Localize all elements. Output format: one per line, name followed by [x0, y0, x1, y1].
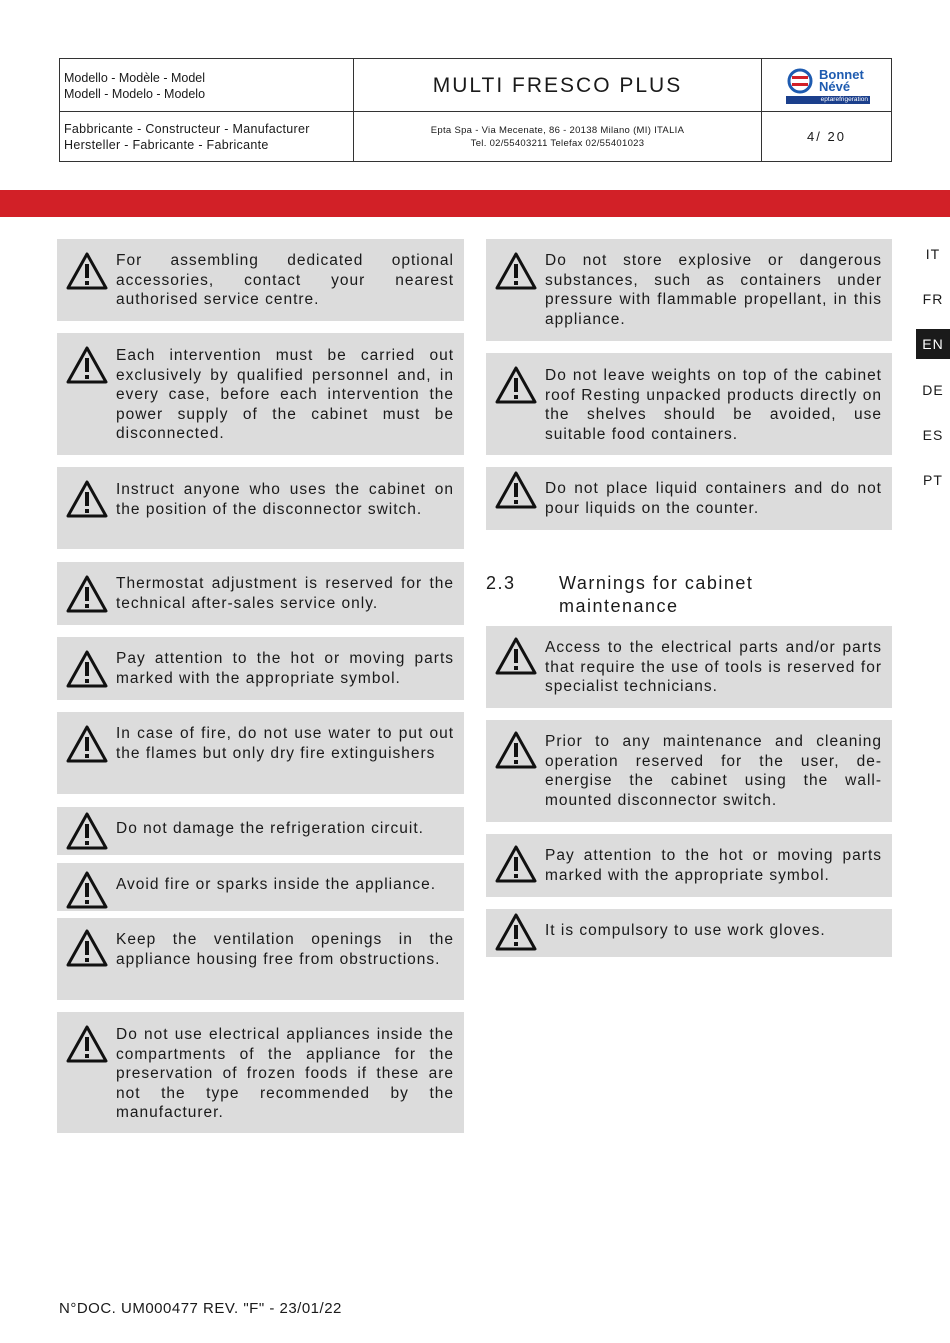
- warning-triangle-icon: [494, 470, 538, 510]
- warning-text: Do not use electrical appliances inside the compartments of the appliance for the preservation of frozen foods if these are not the type recommended by the manufacturer.: [116, 1026, 454, 1121]
- warning-triangle-icon: [494, 844, 538, 884]
- manufacturer-label-line-1: Fabbricante - Constructeur - Manufacturer: [64, 122, 310, 136]
- lang-tab-it[interactable]: IT: [925, 246, 941, 262]
- header-table: [59, 58, 892, 162]
- warning-triangle-icon: [65, 1024, 109, 1064]
- warning-triangle-icon: [65, 345, 109, 385]
- warning-triangle-icon: [65, 811, 109, 851]
- warning-text: Access to the electrical parts and/or parts that require the use of tools is reserved for specialist technicians.: [545, 639, 882, 695]
- warning-text: Each intervention must be carried out exclusively by qualified personnel and, in every case, before each intervention the power supply of the cabinet must be disconnected.: [116, 347, 454, 442]
- warning-box: [486, 720, 892, 822]
- warning-box: [486, 467, 892, 530]
- warning-box: [486, 626, 892, 708]
- warning-box: [57, 807, 464, 855]
- warning-triangle-icon: [65, 724, 109, 764]
- document-number: N°DOC. UM000477 REV. "F" - 23/01/22: [59, 1300, 342, 1317]
- manufacturer-address: [354, 112, 762, 161]
- address-line-2: Tel. 02/55403211 Telefax 02/55401023: [470, 138, 645, 149]
- manufacturer-label: [60, 112, 354, 161]
- warning-triangle-icon: [494, 365, 538, 405]
- warning-triangle-icon: [494, 636, 538, 676]
- warning-box: [57, 333, 464, 455]
- lang-tab-es[interactable]: ES: [922, 427, 944, 443]
- brand-logo-cell: [762, 59, 891, 112]
- model-label: [60, 59, 354, 112]
- warning-text: Prior to any maintenance and cleaning operation reserved for the user, de-energise the cabinet using the wall-mounted disconnector switch.: [545, 733, 882, 809]
- lang-tab-pt[interactable]: PT: [923, 472, 943, 488]
- model-label-line-2: Modell - Modelo - Modelo: [64, 87, 206, 101]
- warning-triangle-icon: [65, 251, 109, 291]
- warning-triangle-icon: [65, 574, 109, 614]
- logo-word-bonnet: Bonnet: [819, 67, 864, 82]
- warning-text: In case of fire, do not use water to put out the flames but only dry fire extinguishers: [116, 725, 454, 762]
- warning-text: Thermostat adjustment is reserved for the technical after-sales service only.: [116, 575, 454, 612]
- warning-box: [57, 637, 464, 700]
- warning-text: Avoid fire or sparks inside the appliance.: [116, 876, 437, 893]
- section-number: 2.3: [486, 573, 516, 593]
- warning-text: Do not leave weights on top of the cabinet roof Resting unpacked products directly on the shelves should be avoided, use suitable food containers.: [545, 367, 882, 443]
- warning-box: [57, 467, 464, 549]
- warning-text: For assembling dedicated optional accessories, contact your nearest authorised service centre.: [116, 252, 454, 308]
- warning-triangle-icon: [65, 928, 109, 968]
- warning-box: [486, 909, 892, 957]
- warning-triangle-icon: [494, 251, 538, 291]
- warning-text: Do not damage the refrigeration circuit.: [116, 820, 424, 837]
- warning-triangle-icon: [65, 649, 109, 689]
- logo-word-neve: Névé: [819, 79, 851, 94]
- warning-box: [57, 712, 464, 794]
- lang-tab-de[interactable]: DE: [922, 382, 944, 398]
- address-line-1: Epta Spa - Via Mecenate, 86 - 20138 Milano (MI) ITALIA: [430, 125, 685, 136]
- red-band: [0, 190, 950, 217]
- warning-text: Keep the ventilation openings in the appliance housing free from obstructions.: [116, 931, 454, 968]
- warning-triangle-icon: [65, 479, 109, 519]
- warning-text: Pay attention to the hot or moving parts marked with the appropriate symbol.: [545, 847, 882, 884]
- logo-tagline: eptarefrigeration: [786, 96, 870, 104]
- warning-box: [486, 239, 892, 341]
- lang-tab-en[interactable]: EN: [916, 329, 950, 359]
- page-number: 4/ 20: [807, 129, 846, 144]
- warning-triangle-icon: [494, 912, 538, 952]
- warning-box: [57, 1012, 464, 1133]
- warning-box: [486, 353, 892, 455]
- warning-text: Do not store explosive or dangerous substances, such as containers under pressure with flammable propellant, in this appliance.: [545, 252, 882, 328]
- warning-box: [57, 562, 464, 625]
- warning-text: Instruct anyone who uses the cabinet on the position of the disconnector switch.: [116, 481, 454, 518]
- lang-tab-fr[interactable]: FR: [922, 291, 944, 307]
- logo-mark-icon: [786, 67, 816, 95]
- document-title: MULTI FRESCO PLUS: [354, 59, 762, 112]
- warning-triangle-icon: [65, 870, 109, 910]
- warning-text: It is compulsory to use work gloves.: [545, 922, 826, 939]
- warning-text: Do not place liquid containers and do not pour liquids on the counter.: [545, 480, 882, 517]
- warning-box: [57, 239, 464, 321]
- warning-triangle-icon: [494, 730, 538, 770]
- warning-box: [57, 918, 464, 1000]
- warning-box: [57, 863, 464, 911]
- warning-box: [486, 834, 892, 897]
- manufacturer-label-line-2: Hersteller - Fabricante - Fabricante: [64, 138, 269, 152]
- warning-text: Pay attention to the hot or moving parts marked with the appropriate symbol.: [116, 650, 454, 687]
- brand-logo: [786, 67, 872, 105]
- model-label-line-1: Modello - Modèle - Model: [64, 71, 206, 85]
- section-title: Warnings for cabinet maintenance: [559, 573, 754, 616]
